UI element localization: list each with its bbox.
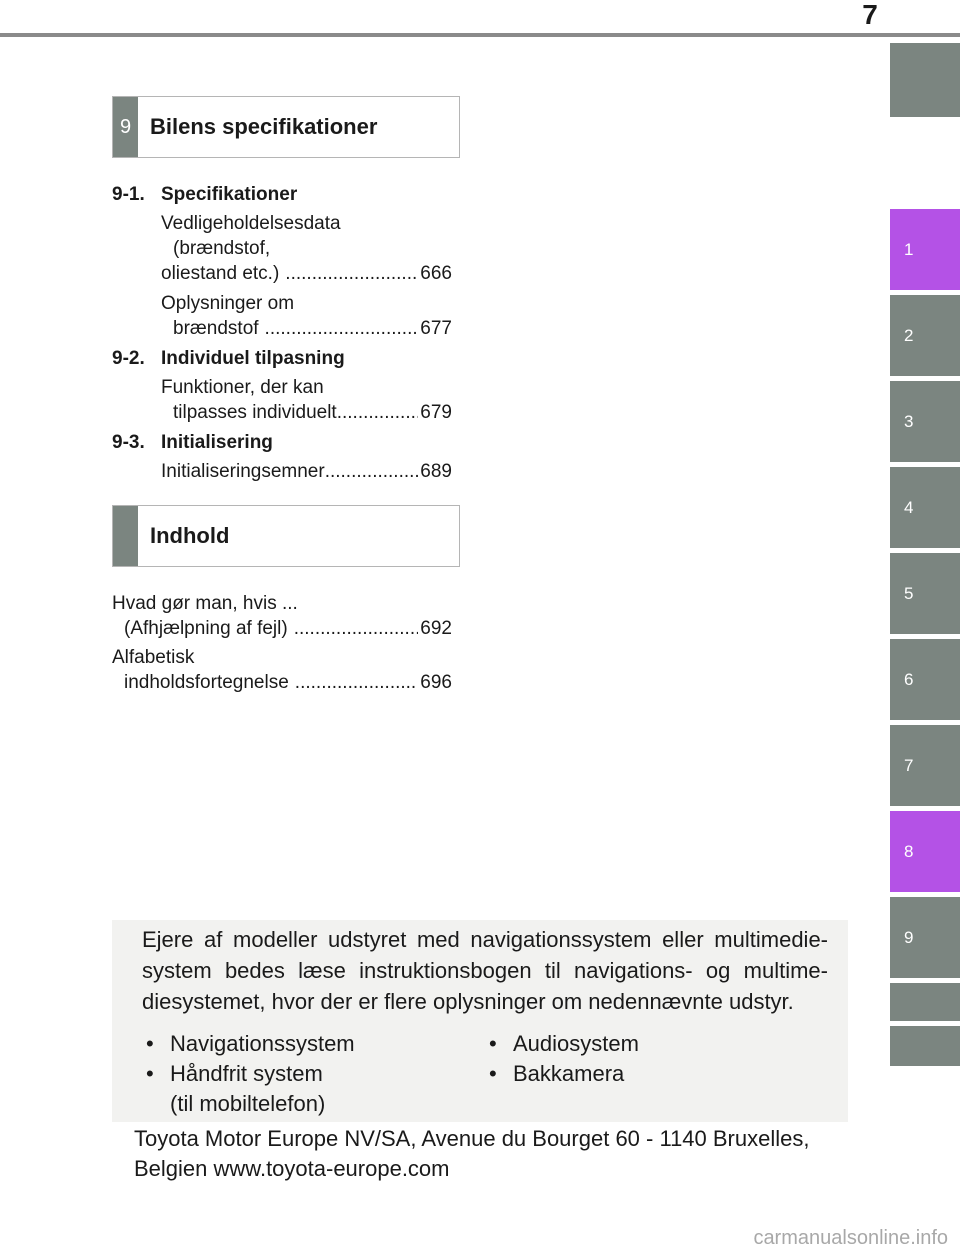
list-item-continuation: (til mobiltelefon) [170, 1091, 326, 1116]
toc-group-heading[interactable]: 9-3. Initialisering [112, 432, 273, 453]
section-title: Indhold [150, 523, 230, 548]
tab-blank-1 [890, 983, 960, 1021]
toc-entry[interactable]: Hvad gør man, hvis ... (Afhjælpning af fejl) ..... 692 [112, 591, 452, 641]
toc-entry[interactable]: Alfabetisk indholdsfortegnelse ..... 696 [112, 645, 452, 695]
toc-entry[interactable]: Funktioner, der kan tilpasses individuelt ..... 679 [112, 375, 452, 425]
toc-section-9 [112, 182, 452, 489]
toc-entry[interactable]: Vedligeholdelsesdata (brændstof, oliestand etc.) ..... 666 [112, 211, 452, 286]
list-item: • Bakkamera [489, 1061, 625, 1086]
section-header-indhold [112, 505, 460, 567]
tab-chapter-8[interactable]: 8 [890, 811, 960, 892]
tab-chapter-1[interactable]: 1 [890, 209, 960, 290]
tab-chapter-7[interactable]: 7 [890, 725, 960, 806]
tab-chapter-3[interactable]: 3 [890, 381, 960, 462]
publisher-footer: Toyota Motor Europe NV/SA, Avenue du Bourget 60 - 1140 Bruxelles, Belgien www.toyota-europe.com [134, 1126, 810, 1181]
top-rule [0, 33, 960, 37]
tab-chapter-4[interactable]: 4 [890, 467, 960, 548]
section-number: 9 [113, 97, 138, 157]
toc-entry[interactable]: Initialiseringsemner ..... 689 [112, 459, 452, 484]
toc-indhold [112, 591, 452, 699]
toc-group-heading[interactable]: 9-1. Specifikationer [112, 184, 298, 205]
note-bullet-list [142, 1029, 828, 1119]
note-text: Ejere af modeller udstyret med navigationssystem eller multimedie-system bedes læse instruktionsbogen til navigations- og multime-diesystemet, hvor der er flere oplysninger om nedennævnte udstyr. [142, 927, 828, 1014]
list-item: • Audiosystem [489, 1031, 639, 1056]
section-title: Bilens specifikationer [150, 114, 378, 139]
toc-group-heading[interactable]: 9-2. Individuel tilpasning [112, 348, 345, 369]
tab-chapter-5[interactable]: 5 [890, 553, 960, 634]
section-header-bilens-specifikationer [112, 96, 460, 158]
tab-blank-2 [890, 1026, 960, 1066]
info-note-box [112, 920, 848, 1122]
watermark: carmanualsonline.info [753, 1227, 948, 1249]
tab-chapter-9[interactable]: 9 [890, 897, 960, 978]
section-marker [113, 506, 138, 566]
tab-chapter-2[interactable]: 2 [890, 295, 960, 376]
tab-blank-top [890, 43, 960, 117]
page-number: 7 [862, 0, 878, 30]
list-item: • Håndfrit system [146, 1061, 323, 1086]
tab-chapter-6[interactable]: 6 [890, 639, 960, 720]
list-item: • Navigationssystem [146, 1031, 355, 1056]
toc-entry[interactable]: Oplysninger om brændstof ..... 677 [112, 291, 452, 341]
